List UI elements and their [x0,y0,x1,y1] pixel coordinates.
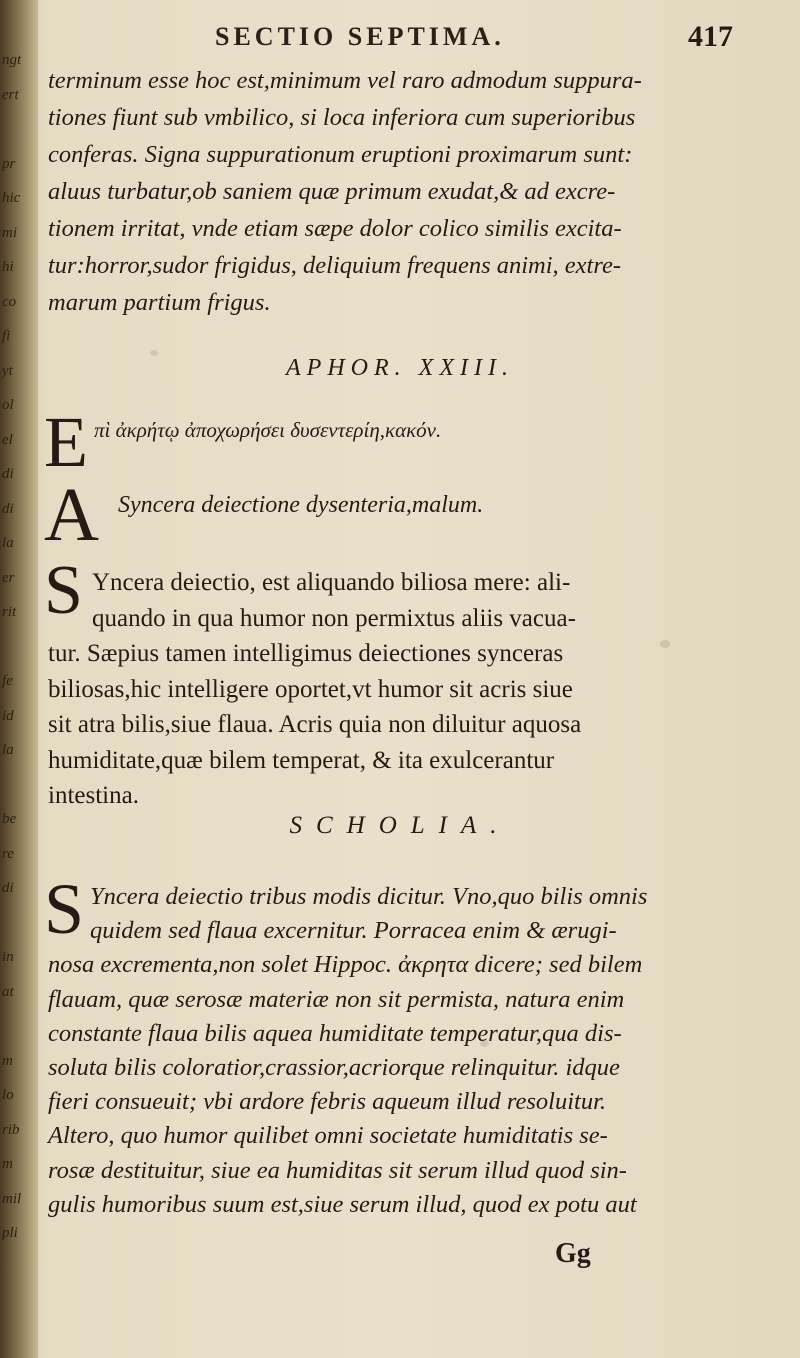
margin-fragment: id [2,707,14,724]
text-line: rosæ destituitur, siue ea humiditas sit serum illud quod sin- [48,1156,627,1184]
text-line: tur:horror,sudor frigidus, deliquium frequens animi, extre- [48,252,622,279]
text-line: gulis humoribus suum est,siue serum illud, quod ex potu aut [48,1190,637,1218]
text-line: humiditate,quæ bilem temperat, & ita exulcerantur [48,746,555,774]
running-head: SECTIO SEPTIMA. [215,22,505,51]
latin-drop-cap: A [44,473,99,557]
margin-fragment: ol [2,397,14,413]
margin-fragment: co [2,293,17,310]
text-line: constante flaua bilis aquea humiditate temperatur,qua dis- [48,1019,622,1047]
latin-aphorism-title: Syncera deiectione dysenteria,malum. [118,492,484,518]
aphorism-heading: APHOR. XXIII. [286,355,514,381]
greek-aphorism-text: πὶ ἀκρήτῳ ἀποχωρήσει δυσεντερίη,κακόν. [94,418,442,442]
margin-fragment: la [2,742,14,758]
margin-fragment: fe [2,673,13,689]
text-line: quidem sed flaua excernitur. Porracea enim & ærugi- [90,917,617,945]
scholia-heading: SCHOLIA. [289,812,511,839]
margin-fragment: hi [2,259,14,275]
margin-fragment: m [2,1156,13,1172]
margin-fragment: re [2,845,14,862]
margin-fragment: di [2,880,14,896]
text-line: terminum esse hoc est,minimum vel raro admodum suppura- [48,67,642,94]
page-number: 417 [688,20,733,53]
greek-drop-cap: E [44,402,88,482]
text-line: Altero, quo humor quilibet omni societate humiditatis se- [48,1122,608,1150]
margin-fragment: di [2,500,14,517]
text-line: tionem irritat, vnde etiam sæpe dolor colico similis excita- [48,215,622,242]
text-line: flauam, quæ serosæ materiæ non sit permista, natura enim [48,985,625,1013]
margin-fragment: pr [2,155,16,172]
margin-fragment: yt [2,362,13,379]
margin-fragment: hic [2,190,21,206]
text-line: aluus turbatur,ob saniem quæ primum exudat,& ad excre- [48,178,616,205]
text-line: tiones fiunt sub vmbilico, si loca inferiora cum superioribus [48,104,636,131]
text-line: nosa excrementa,non solet Hippoc. ἀκρητα dicere; sed bilem [48,951,643,979]
text-line: conferas. Signa suppurationum eruptioni proximarum sunt: [48,141,633,168]
margin-fragment: ert [2,86,19,103]
page-header [0,18,800,58]
text-line: Yncera deiectio, est aliquando biliosa mere: ali- [92,569,571,596]
margin-fragment: rib [2,1121,20,1138]
text-line: intestina. [48,782,139,809]
margin-fragment: la [2,535,14,551]
commentary-drop-cap: S [44,552,83,629]
text-line: tur. Sæpius tamen intelligimus deiectiones synceras [48,640,564,667]
scholia-paragraph [48,880,738,1222]
margin-fragment: lo [2,1087,14,1103]
margin-fragment: er [2,569,15,586]
margin-fragment: m [2,1052,13,1069]
text-line: marum partium frigus. [48,289,271,316]
signature-mark: Gg [555,1238,591,1269]
commentary-paragraph [48,565,738,814]
margin-fragment: di [2,466,14,482]
margin-fragment: el [2,431,13,448]
margin-fragment: fi [2,328,11,344]
margin-fragment: at [2,983,14,1000]
margin-fragment: mi [2,224,17,241]
scholia-drop-cap: S [44,869,85,949]
margin-fragment: rit [2,604,17,620]
margin-fragment: pli [2,1225,18,1241]
text-line: Yncera deiectio tribus modis dicitur. Vno,quo bilis omnis [90,883,648,910]
text-line: sit atra bilis,siue flaua. Acris quia non diluitur aquosa [48,711,582,738]
margin-fragment: in [2,949,14,965]
text-line: biliosas,hic intelligere oportet,vt humor sit acris siue [48,675,573,703]
margin-fragment: ngt [2,52,22,68]
text-line: soluta bilis coloratior,crassior,acriorque relinquitur. idque [48,1054,620,1082]
paragraph-continuation [48,62,738,321]
text-line: fieri consueuit; vbi ardore febris aqueum illud resoluitur. [48,1088,607,1116]
margin-fragment: be [2,811,17,827]
text-line: quando in qua humor non permixtus aliis vacua- [92,604,576,632]
margin-fragment: mil [2,1190,22,1207]
